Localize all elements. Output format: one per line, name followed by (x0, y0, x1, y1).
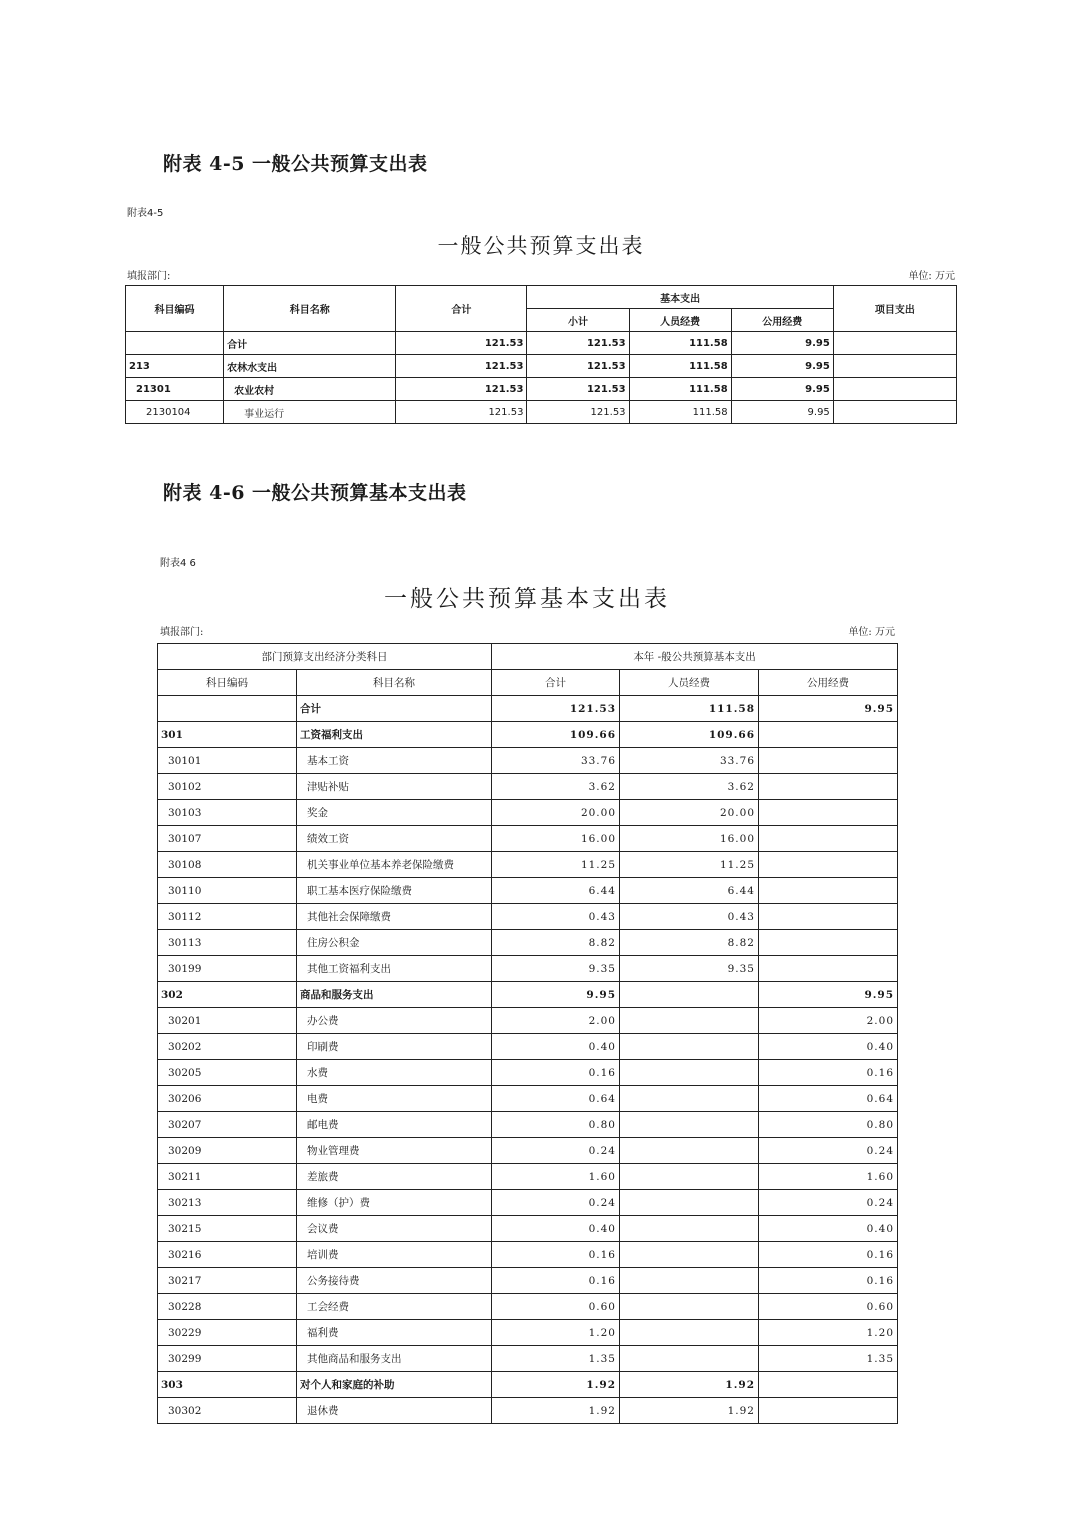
cell-code: 303 (158, 1372, 297, 1398)
cell-personnel: 3.62 (620, 774, 759, 800)
cell-code: 30201 (158, 1008, 297, 1034)
cell-personnel (620, 1086, 759, 1112)
section2-heading: 附表 4-6 一般公共预算基本支出表 (163, 482, 467, 504)
cell-code: 30202 (158, 1034, 297, 1060)
cell-public: 9.95 (731, 378, 833, 401)
cell-personnel: 20.00 (620, 800, 759, 826)
cell-name: 工会经费 (297, 1294, 492, 1320)
table-row (126, 378, 957, 401)
cell-public: 1.35 (759, 1346, 898, 1372)
table-row (158, 1060, 898, 1086)
cell-personnel: 33.76 (620, 748, 759, 774)
cell-name: 合计 (297, 696, 492, 722)
cell-public: 0.40 (759, 1034, 898, 1060)
cell-name: 公务接待费 (297, 1268, 492, 1294)
header-public: 公用经费 (759, 670, 898, 696)
cell-project (833, 401, 956, 424)
cell-public (759, 1372, 898, 1398)
cell-code: 30211 (158, 1164, 297, 1190)
cell-personnel (620, 1294, 759, 1320)
table-row (158, 1034, 898, 1060)
cell-code: 30205 (158, 1060, 297, 1086)
cell-project (833, 332, 956, 355)
cell-code: 30228 (158, 1294, 297, 1320)
cell-name: 其他社会保障缴费 (297, 904, 492, 930)
header-name: 科目名称 (224, 286, 396, 332)
cell-public (759, 722, 898, 748)
table-row (158, 1346, 898, 1372)
cell-personnel (620, 1138, 759, 1164)
cell-total: 1.92 (492, 1398, 620, 1424)
header-subtotal: 小计 (527, 309, 629, 332)
cell-personnel (620, 1320, 759, 1346)
cell-name: 津贴补贴 (297, 774, 492, 800)
header-code: 科日编码 (158, 670, 297, 696)
cell-total: 0.40 (492, 1034, 620, 1060)
cell-code: 30199 (158, 956, 297, 982)
cell-total: 8.82 (492, 930, 620, 956)
cell-public: 0.40 (759, 1216, 898, 1242)
cell-public: 0.24 (759, 1138, 898, 1164)
cell-name: 机关事业单位基本养老保险缴费 (297, 852, 492, 878)
cell-code: 30215 (158, 1216, 297, 1242)
cell-public (759, 774, 898, 800)
cell-code (158, 696, 297, 722)
cell-code: 30103 (158, 800, 297, 826)
cell-public: 9.95 (759, 982, 898, 1008)
cell-name: 工资福利支出 (297, 722, 492, 748)
table-row (158, 1112, 898, 1138)
cell-name: 绩效工资 (297, 826, 492, 852)
cell-total: 2.00 (492, 1008, 620, 1034)
cell-personnel: 109.66 (620, 722, 759, 748)
cell-personnel (620, 1112, 759, 1138)
table-row (158, 722, 898, 748)
budget-expenditure-table (125, 285, 957, 424)
cell-personnel: 11.25 (620, 852, 759, 878)
cell-total: 0.80 (492, 1112, 620, 1138)
cell-code: 301 (158, 722, 297, 748)
cell-code (126, 332, 224, 355)
section1-dept-label: 填报部门: (127, 271, 171, 282)
section1-title: 一般公共预算支出表 (437, 234, 645, 258)
cell-personnel: 6.44 (620, 878, 759, 904)
cell-public: 0.16 (759, 1242, 898, 1268)
cell-project (833, 355, 956, 378)
table-row (158, 956, 898, 982)
cell-name: 退休费 (297, 1398, 492, 1424)
cell-total: 0.40 (492, 1216, 620, 1242)
table-row (158, 852, 898, 878)
cell-total: 16.00 (492, 826, 620, 852)
cell-personnel: 111.58 (629, 378, 731, 401)
cell-public: 2.00 (759, 1008, 898, 1034)
table-row (158, 826, 898, 852)
cell-code: 30216 (158, 1242, 297, 1268)
section2-title: 一般公共预算基本支出表 (384, 586, 670, 612)
cell-name: 基本工资 (297, 748, 492, 774)
table-row (158, 1086, 898, 1112)
cell-total: 20.00 (492, 800, 620, 826)
cell-name: 职工基本医疗保险缴费 (297, 878, 492, 904)
cell-total: 0.16 (492, 1060, 620, 1086)
cell-name: 办公费 (297, 1008, 492, 1034)
cell-public: 9.95 (759, 696, 898, 722)
table-row (126, 401, 957, 424)
table-row (158, 1190, 898, 1216)
cell-subtotal: 121.53 (527, 355, 629, 378)
header-personnel: 人员经费 (620, 670, 759, 696)
cell-name: 印刷费 (297, 1034, 492, 1060)
cell-personnel (620, 1268, 759, 1294)
cell-name: 水费 (297, 1060, 492, 1086)
cell-personnel: 111.58 (629, 332, 731, 355)
cell-code: 30112 (158, 904, 297, 930)
cell-public: 9.95 (731, 355, 833, 378)
section2-unit-label: 单位: 万元 (848, 627, 895, 638)
cell-personnel (620, 1008, 759, 1034)
header-project: 项目支出 (833, 286, 956, 332)
cell-personnel (620, 1190, 759, 1216)
cell-public (759, 1398, 898, 1424)
table-body (158, 696, 898, 1424)
cell-code: 21301 (126, 378, 224, 401)
table-row (158, 1320, 898, 1346)
cell-public (759, 826, 898, 852)
cell-total: 121.53 (492, 696, 620, 722)
table-row (158, 1294, 898, 1320)
cell-name: 物业管理费 (297, 1138, 492, 1164)
table-row (158, 696, 898, 722)
cell-name: 其他工资福利支出 (297, 956, 492, 982)
cell-total: 1.92 (492, 1372, 620, 1398)
header-group-left: 部门预算支出经济分类科日 (158, 644, 492, 670)
section1-unit-label: 单位: 万元 (908, 271, 955, 282)
cell-name: 合计 (224, 332, 396, 355)
table-row (126, 355, 957, 378)
cell-total: 0.16 (492, 1242, 620, 1268)
cell-total: 121.53 (396, 378, 527, 401)
cell-code: 30217 (158, 1268, 297, 1294)
cell-total: 6.44 (492, 878, 620, 904)
cell-public: 0.64 (759, 1086, 898, 1112)
cell-code: 30209 (158, 1138, 297, 1164)
cell-name: 邮电费 (297, 1112, 492, 1138)
table-row (158, 748, 898, 774)
cell-name: 福利费 (297, 1320, 492, 1346)
cell-total: 0.64 (492, 1086, 620, 1112)
cell-total: 121.53 (396, 401, 527, 424)
cell-personnel: 9.35 (620, 956, 759, 982)
cell-public: 0.60 (759, 1294, 898, 1320)
section1-tag: 附表4-5 (127, 208, 164, 219)
cell-code: 30113 (158, 930, 297, 956)
table-row (158, 1164, 898, 1190)
cell-name: 会议费 (297, 1216, 492, 1242)
table-row (158, 982, 898, 1008)
table-row (158, 1216, 898, 1242)
cell-project (833, 378, 956, 401)
cell-personnel (620, 1242, 759, 1268)
cell-public (759, 930, 898, 956)
cell-total: 0.24 (492, 1190, 620, 1216)
header-code: 科目编码 (126, 286, 224, 332)
table-row (158, 904, 898, 930)
cell-personnel (620, 1346, 759, 1372)
cell-name: 住房公积金 (297, 930, 492, 956)
cell-total: 121.53 (396, 355, 527, 378)
cell-personnel (620, 1164, 759, 1190)
table-row (158, 1372, 898, 1398)
header-personnel: 人员经费 (629, 309, 731, 332)
cell-public (759, 878, 898, 904)
cell-total: 3.62 (492, 774, 620, 800)
cell-name: 奖金 (297, 800, 492, 826)
cell-name: 培训费 (297, 1242, 492, 1268)
cell-total: 0.60 (492, 1294, 620, 1320)
cell-total: 33.76 (492, 748, 620, 774)
cell-public: 0.80 (759, 1112, 898, 1138)
table-row (158, 1008, 898, 1034)
cell-name: 农业农村 (224, 378, 396, 401)
cell-code: 2130104 (126, 401, 224, 424)
cell-name: 其他商品和服务支出 (297, 1346, 492, 1372)
cell-total: 9.35 (492, 956, 620, 982)
cell-public (759, 956, 898, 982)
cell-total: 1.20 (492, 1320, 620, 1346)
cell-code: 302 (158, 982, 297, 1008)
cell-personnel: 111.58 (629, 401, 731, 424)
cell-personnel (620, 1034, 759, 1060)
cell-personnel: 0.43 (620, 904, 759, 930)
cell-public: 0.24 (759, 1190, 898, 1216)
cell-personnel: 1.92 (620, 1398, 759, 1424)
section1-heading: 附表 4-5 一般公共预算支出表 (163, 153, 428, 175)
cell-subtotal: 121.53 (527, 332, 629, 355)
header-group-right: 本年 -般公共预算基本支出 (492, 644, 898, 670)
header-total: 合计 (396, 286, 527, 332)
cell-public: 1.20 (759, 1320, 898, 1346)
cell-name: 对个人和家庭的补助 (297, 1372, 492, 1398)
cell-total: 11.25 (492, 852, 620, 878)
cell-personnel (620, 1060, 759, 1086)
table-row (158, 1398, 898, 1424)
cell-public (759, 800, 898, 826)
header-public: 公用经费 (731, 309, 833, 332)
cell-personnel: 111.58 (629, 355, 731, 378)
cell-total: 109.66 (492, 722, 620, 748)
cell-public: 1.60 (759, 1164, 898, 1190)
header-total: 合计 (492, 670, 620, 696)
cell-public: 9.95 (731, 332, 833, 355)
cell-code: 30102 (158, 774, 297, 800)
cell-code: 30213 (158, 1190, 297, 1216)
cell-total: 121.53 (396, 332, 527, 355)
cell-public (759, 748, 898, 774)
section2-dept-label: 填报部门: (160, 627, 204, 638)
cell-code: 30110 (158, 878, 297, 904)
cell-total: 1.35 (492, 1346, 620, 1372)
cell-name: 事业运行 (224, 401, 396, 424)
cell-personnel: 1.92 (620, 1372, 759, 1398)
cell-personnel: 16.00 (620, 826, 759, 852)
table-row (158, 774, 898, 800)
cell-code: 30107 (158, 826, 297, 852)
cell-subtotal: 121.53 (527, 378, 629, 401)
cell-public: 0.16 (759, 1060, 898, 1086)
cell-subtotal: 121.53 (527, 401, 629, 424)
table-row (158, 800, 898, 826)
cell-code: 30108 (158, 852, 297, 878)
cell-personnel (620, 1216, 759, 1242)
cell-total: 1.60 (492, 1164, 620, 1190)
cell-public (759, 852, 898, 878)
basic-expenditure-table (157, 643, 898, 1424)
cell-code: 213 (126, 355, 224, 378)
cell-code: 30229 (158, 1320, 297, 1346)
cell-name: 农林水支出 (224, 355, 396, 378)
cell-total: 0.16 (492, 1268, 620, 1294)
cell-total: 9.95 (492, 982, 620, 1008)
cell-personnel: 111.58 (620, 696, 759, 722)
table-row (158, 878, 898, 904)
cell-code: 30101 (158, 748, 297, 774)
header-basic: 基本支出 (527, 286, 833, 309)
cell-code: 30302 (158, 1398, 297, 1424)
cell-name: 商品和服务支出 (297, 982, 492, 1008)
section2-tag: 附表4 6 (160, 558, 196, 569)
cell-personnel (620, 982, 759, 1008)
cell-code: 30207 (158, 1112, 297, 1138)
table-row (158, 1242, 898, 1268)
cell-personnel: 8.82 (620, 930, 759, 956)
cell-code: 30299 (158, 1346, 297, 1372)
table-row (126, 332, 957, 355)
table-row (158, 1138, 898, 1164)
cell-public (759, 904, 898, 930)
cell-name: 电费 (297, 1086, 492, 1112)
cell-public: 0.16 (759, 1268, 898, 1294)
cell-name: 维修（护）费 (297, 1190, 492, 1216)
table-row (158, 1268, 898, 1294)
table-row (158, 930, 898, 956)
header-name: 科目名称 (297, 670, 492, 696)
cell-total: 0.43 (492, 904, 620, 930)
cell-code: 30206 (158, 1086, 297, 1112)
cell-name: 差旅费 (297, 1164, 492, 1190)
cell-public: 9.95 (731, 401, 833, 424)
cell-total: 0.24 (492, 1138, 620, 1164)
